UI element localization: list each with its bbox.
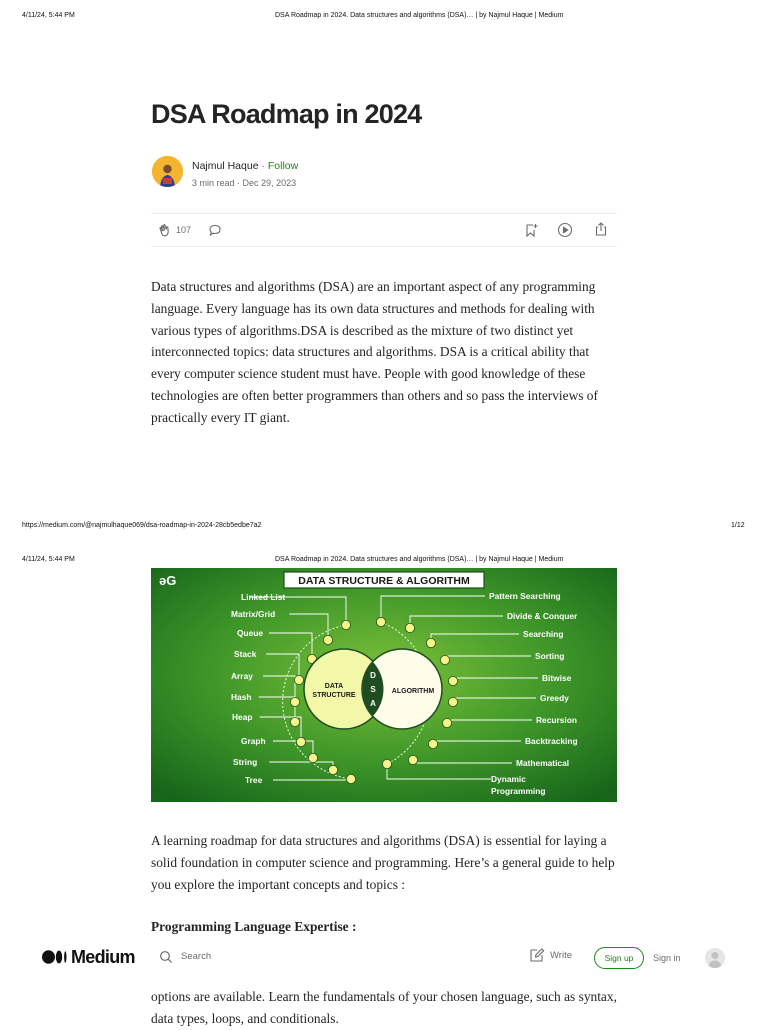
- ring-node: [448, 676, 457, 685]
- algo-topic-label: Searching: [523, 629, 564, 639]
- ring-node: [405, 623, 414, 632]
- publish-date: Dec 29, 2023: [242, 178, 297, 188]
- dsa-diagram: [151, 568, 617, 802]
- print-page-number: 1/12: [731, 522, 745, 529]
- comment-icon[interactable]: [208, 223, 222, 237]
- author-line: [192, 160, 298, 172]
- bookmark-add-icon[interactable]: [523, 222, 539, 238]
- person-icon: [152, 156, 183, 187]
- ring-node: [323, 635, 332, 644]
- sign-in-link[interactable]: Sign in: [653, 953, 681, 963]
- ring-node: [294, 675, 303, 684]
- algo-topic-label: Backtracking: [525, 736, 578, 746]
- ds-topic-label: Hash: [231, 692, 252, 702]
- clap-count[interactable]: 107: [176, 225, 192, 235]
- write-icon[interactable]: [529, 947, 545, 963]
- paragraph-language: options are available. Learn the fundamentals of your chosen language, such as syntax, data types, loops, and conditionals.: [151, 989, 617, 1026]
- dsa-diagram-svg: [151, 568, 617, 802]
- ds-topic-label: Queue: [237, 628, 264, 638]
- ds-topic-label: Array: [231, 671, 253, 681]
- data-label: DATA: [324, 683, 344, 690]
- ds-topic-label: Tree: [245, 775, 263, 785]
- ring-node: [328, 765, 337, 774]
- ring-node: [382, 759, 391, 768]
- section-heading: Programming Language Expertise :: [151, 919, 357, 934]
- ds-topic-label: Heap: [232, 712, 253, 722]
- follow-link[interactable]: Follow: [267, 160, 299, 172]
- medium-logo-mark-icon[interactable]: [42, 950, 68, 964]
- divider-top: [151, 213, 617, 214]
- ring-node: [341, 620, 350, 629]
- play-listen-icon[interactable]: [557, 222, 573, 238]
- separator-dot: ·: [261, 160, 268, 172]
- paragraph-intro: Data structures and algorithms (DSA) are an important aspect of any programming language. Every language has its own data structures and methods for dealing with various types of algorithms.DSA is described as the mixture of two distinct yet interconnected topics: data structures and algorithms. DSA is a critical ability that every computer science student must have. People with good knowledge of these technologies are often better programmers than others and so pass the interviews of practically every IT giant.: [151, 279, 598, 425]
- write-link[interactable]: Write: [550, 950, 572, 961]
- sign-up-button[interactable]: Sign up: [594, 947, 644, 969]
- author-avatar[interactable]: [152, 156, 183, 187]
- dsa-letter-d: D: [370, 671, 376, 680]
- ring-node: [426, 638, 435, 647]
- clap-icon[interactable]: [157, 222, 173, 238]
- search-icon[interactable]: [159, 950, 173, 964]
- ds-topic-label: Linked List: [241, 592, 286, 602]
- diagram-title: DATA STRUCTURE & ALGORITHM: [298, 575, 470, 587]
- ring-node: [296, 737, 305, 746]
- print-datetime: 4/11/24, 5:44 PM: [22, 556, 75, 563]
- structure-label: STRUCTURE: [312, 692, 356, 699]
- divider-bottom: [151, 246, 617, 247]
- ring-node: [448, 697, 457, 706]
- ds-topic-label: Matrix/Grid: [231, 609, 276, 619]
- ring-node: [442, 718, 451, 727]
- ring-node: [308, 753, 317, 762]
- dsa-letter-s: S: [370, 685, 376, 694]
- print-page-title: DSA Roadmap in 2024. Data structures and algorithms (DSA)… | by Najmul Haque | Medium: [275, 12, 564, 19]
- ds-topic-label: String: [233, 757, 258, 767]
- article-meta: [192, 178, 296, 188]
- ring-node: [376, 617, 385, 626]
- algo-topic-label: Bitwise: [542, 673, 572, 683]
- gfg-logo: əG: [159, 573, 177, 588]
- share-icon[interactable]: [593, 221, 609, 237]
- algo-topic-label: Dynamic: [491, 774, 526, 784]
- print-url: https://medium.com/@najmulhaque069/dsa-roadmap-in-2024-28cb5edbe7a2: [22, 522, 262, 529]
- ds-topic-label: Graph: [241, 736, 266, 746]
- search-input[interactable]: Search: [181, 951, 212, 962]
- algo-topic-label: Mathematical: [516, 758, 570, 768]
- ring-node: [346, 774, 355, 783]
- paragraph-roadmap: A learning roadmap for data structures and algorithms (DSA) is essential for laying a solid foundation in computer science and programming. Here’s a general guide to help you explore the important concepts and topics :: [151, 833, 615, 892]
- ring-node: [440, 655, 449, 664]
- algo-topic-label: Greedy: [540, 693, 569, 703]
- author-name[interactable]: Najmul Haque: [192, 160, 259, 172]
- ring-node: [290, 697, 299, 706]
- print-page-title: DSA Roadmap in 2024. Data structures and algorithms (DSA)… | by Najmul Haque | Medium: [275, 556, 564, 563]
- separator-dot: ·: [237, 178, 243, 188]
- algorithm-label: ALGORITHM: [391, 688, 435, 695]
- algo-topic-label: Programming: [491, 786, 546, 796]
- article-title: DSA Roadmap in 2024: [151, 99, 422, 129]
- read-time: 3 min read: [192, 178, 235, 188]
- ring-node: [290, 717, 299, 726]
- user-avatar-icon[interactable]: [705, 948, 725, 968]
- algo-topic-label: Sorting: [535, 651, 565, 661]
- ring-node: [408, 755, 417, 764]
- ring-node: [428, 739, 437, 748]
- medium-logo-text[interactable]: Medium: [71, 947, 135, 967]
- algo-topic-label: Recursion: [536, 715, 577, 725]
- algo-topic-label: Pattern Searching: [489, 591, 561, 601]
- algo-topic-label: Divide & Conquer: [507, 611, 578, 621]
- ds-topic-label: Stack: [234, 649, 257, 659]
- print-datetime: 4/11/24, 5:44 PM: [22, 12, 75, 19]
- dsa-letter-a: A: [370, 699, 376, 708]
